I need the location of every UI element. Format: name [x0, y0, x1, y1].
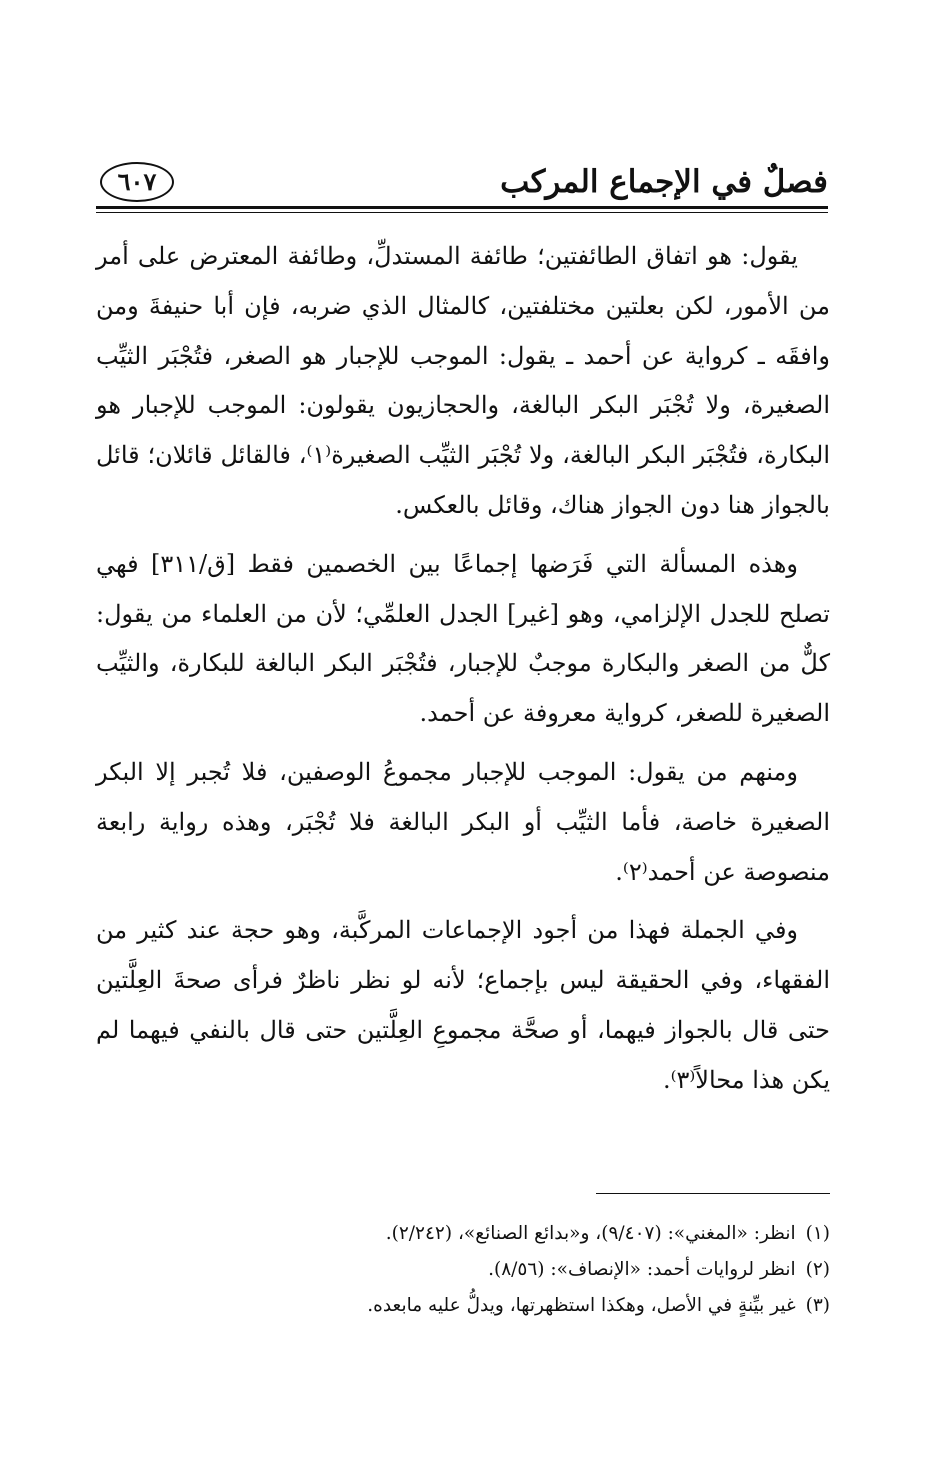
running-title: فصلٌ في الإجماع المركب — [500, 164, 828, 200]
paragraph: يقول: هو اتفاق الطائفتين؛ طائفة المستدلِّ، وطائفة المعترض على أمر من الأمور، لكن بعلتين مختلفتين، كالمثال الذي ضربه، فإن أبا حنيفةَ ومن وافقَه ـ كرواية عن أحمد ـ يقول: الموجب للإجبار هو الصغر، فتُجْبَر الثيِّب الصغيرة، ولا تُجْبَر البكر البالغة، والحجازيون يقولون: الموجب للإجبار هو البكارة، فتُجْبَر البكر البالغة، ولا تُجْبَر الثيِّب الصغيرة⁽١⁾، فالقائل قائلان؛ قائل بالجواز هنا دون الجواز هناك، وقائل بالعكس. — [96, 242, 830, 519]
footnote-item — [100, 1252, 830, 1288]
footnote-marker: (٣) — [805, 1295, 830, 1316]
footnote-text: انظر: «المغني»: (٩/٤٠٧)، و«بدائع الصنائع»، (٢/٢٤٢). — [385, 1223, 796, 1244]
header-rule — [96, 206, 828, 209]
footnote-marker: (٢) — [805, 1259, 830, 1280]
footnote-separator — [596, 1193, 830, 1194]
page-header — [96, 160, 828, 214]
paragraph: وهذه المسألة التي فَرَضها إجماعًا بين الخصمين فقط [ق/٣١١] فهي تصلح للجدل الإلزامي، وهو [غير] الجدل العلمِّي؛ لأن من العلماء من يقول: كلٌّ من الصغر والبكارة موجبٌ للإجبار، فتُجْبَر البكر البالغة للبكارة، والثيِّب الصغيرة للصغر، كرواية معروفة عن أحمد. — [96, 549, 830, 728]
paragraph: ومنهم من يقول: الموجب للإجبار مجموعُ الوصفين، فلا تُجبر إلا البكر الصغيرة خاصة، فأما الثيِّب أو البكر البالغة فلا تُجْبَر، وهذه رواية رابعة منصوصة عن أحمد⁽٢⁾. — [96, 757, 830, 886]
footnote-text: غير بيِّنةٍ في الأصل، وهكذا استظهرتها، ويدلُّ عليه مابعده. — [367, 1295, 796, 1316]
footnote-item — [100, 1288, 830, 1324]
page-number-badge: ٦٠٧ — [100, 162, 174, 202]
footnote-text: انظر لروايات أحمد: «الإنصاف»: (٨/٥٦). — [488, 1259, 796, 1280]
main-text — [96, 232, 830, 1106]
paragraph: وفي الجملة فهذا من أجود الإجماعات المركَّبة، وهو حجة عند كثير من الفقهاء، وفي الحقيقة ليس بإجماع؛ لأنه لو نظر ناظرٌ فرأى صحةَ العِلَّتين حتى قال بالجواز فيهما، أو صحَّة مجموعِ العِلَّتين حتى قال بالنفي فيهما لم يكن هذا محالاً⁽٣⁾. — [96, 916, 831, 1094]
header-rule-thin — [96, 212, 828, 213]
footnotes — [100, 1216, 830, 1324]
footnote-item — [100, 1216, 830, 1252]
footnote-marker: (١) — [805, 1223, 830, 1244]
